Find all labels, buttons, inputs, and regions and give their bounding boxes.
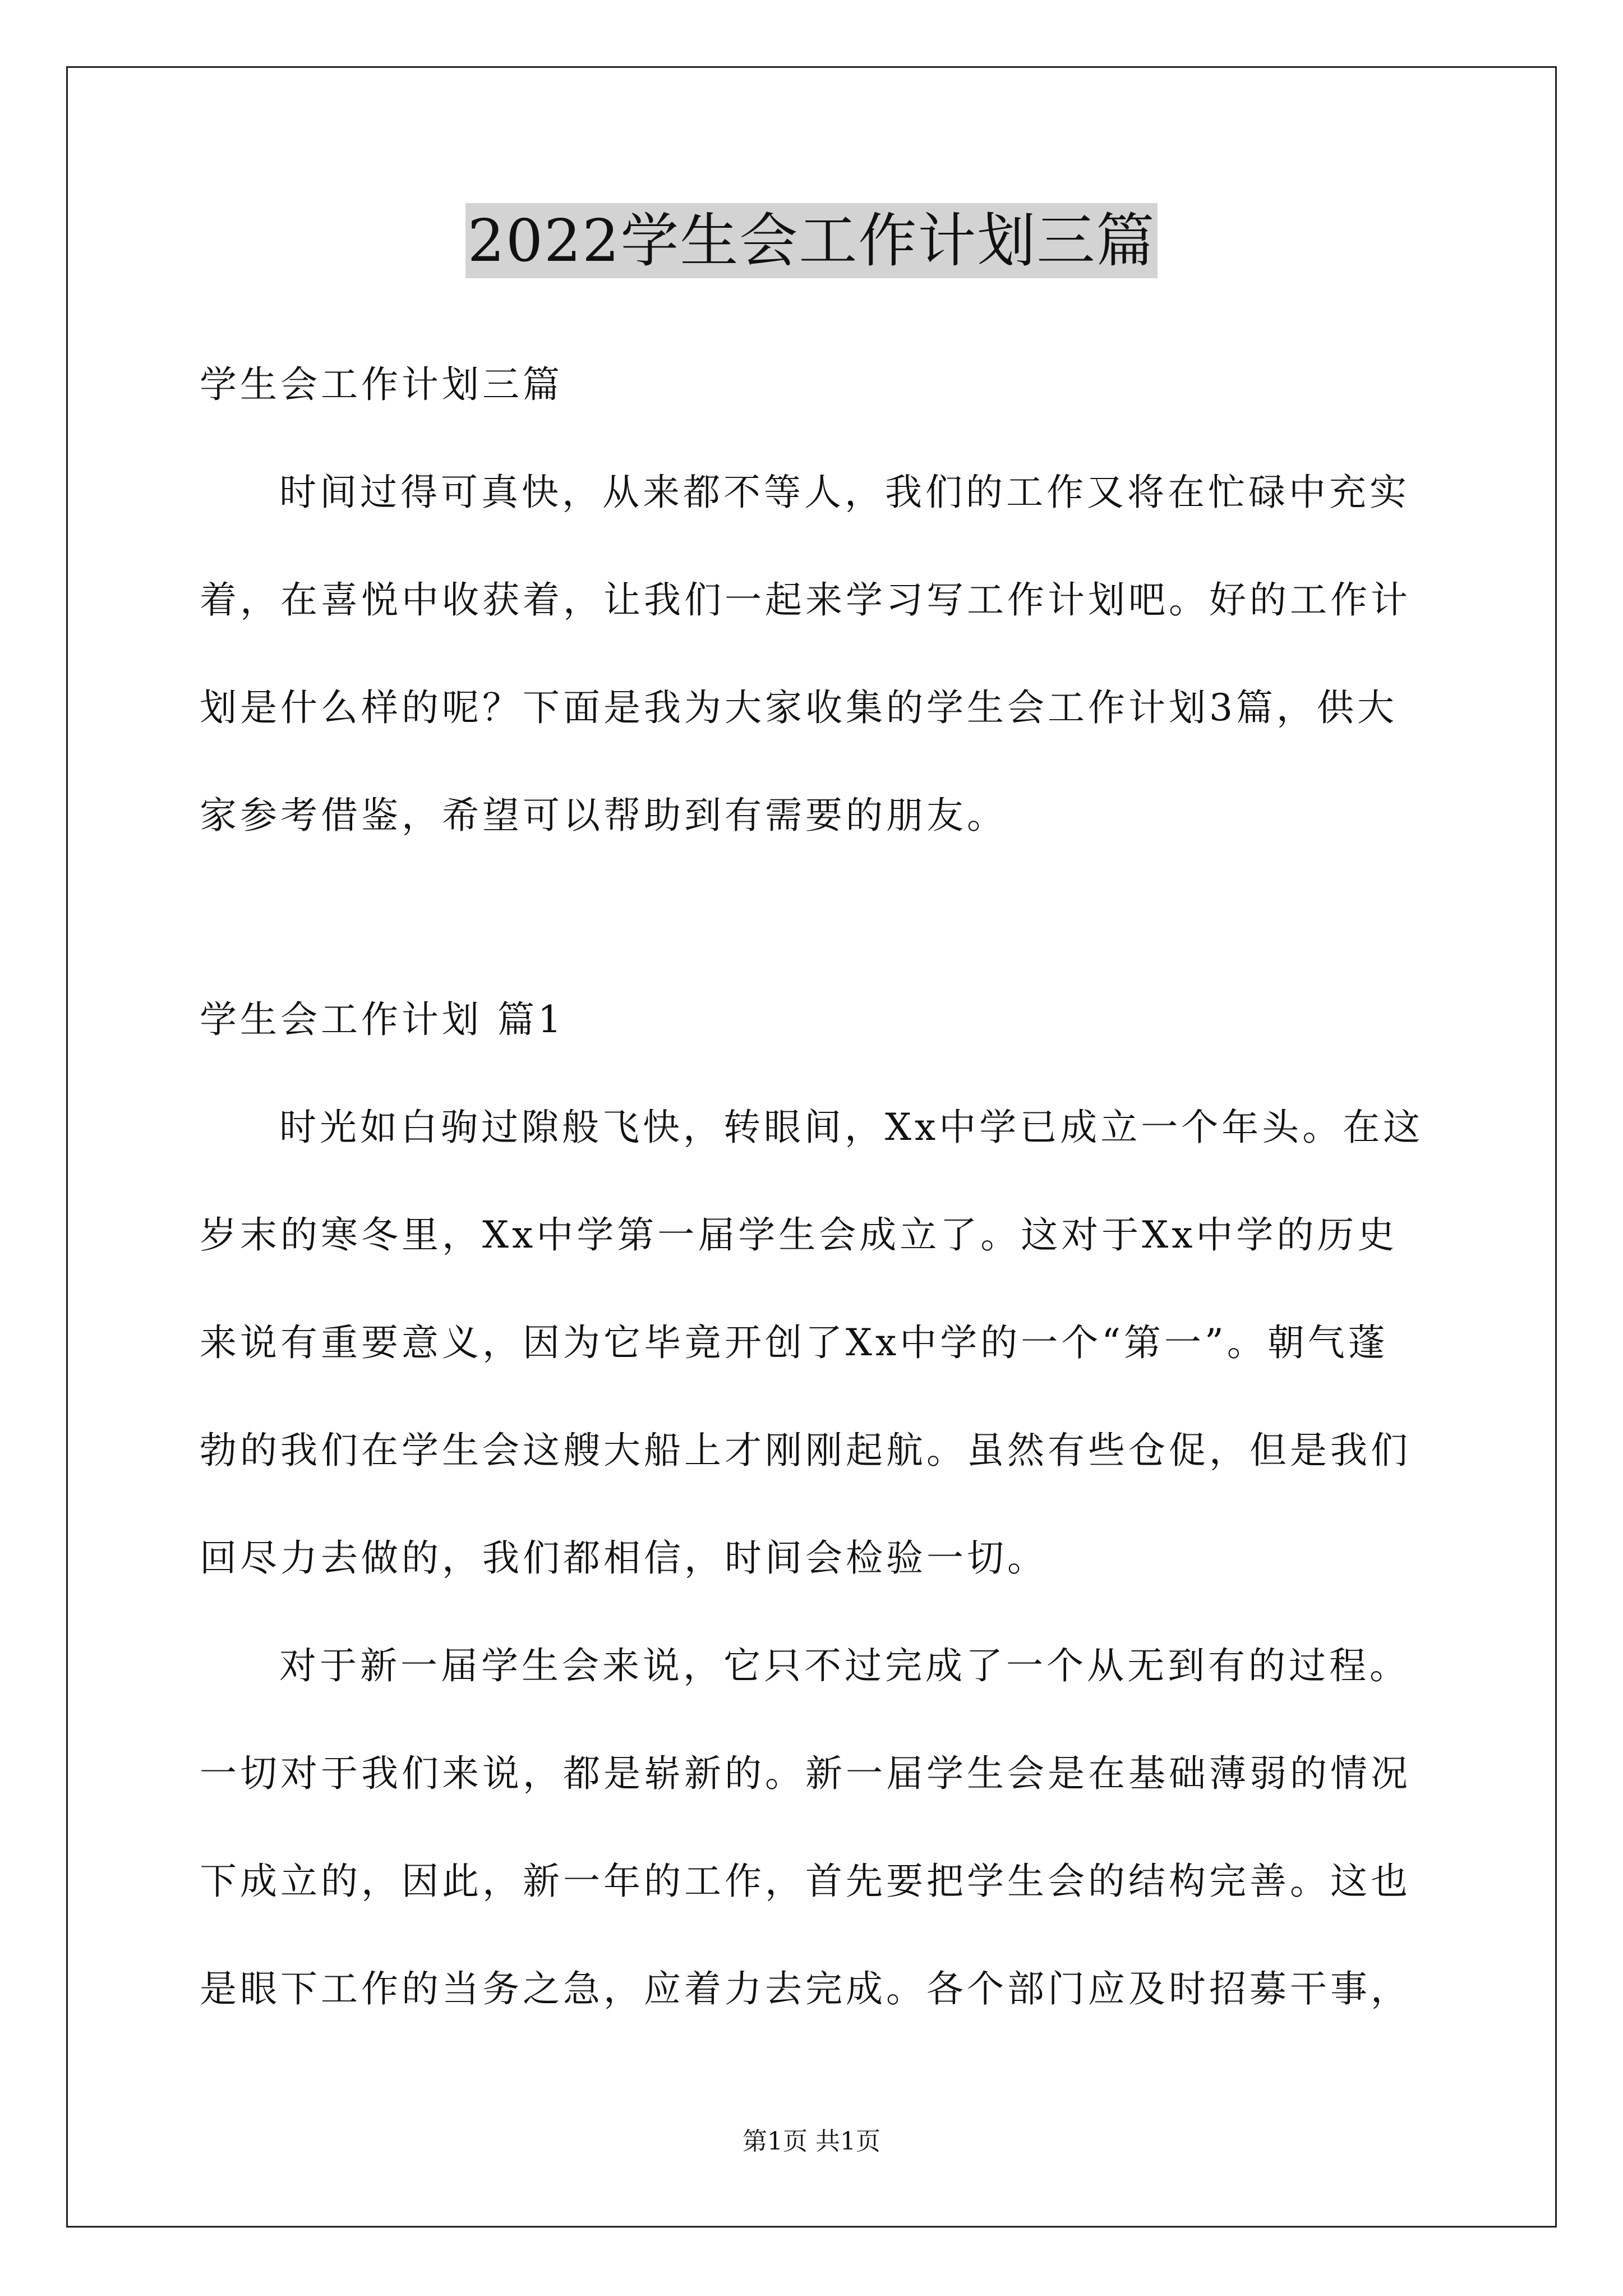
paragraph-line: 一切对于我们来说，都是崭新的。新一届学生会是在基础薄弱的情况 bbox=[200, 1752, 1411, 1795]
document-title: 2022学生会工作计划三篇 bbox=[465, 203, 1158, 278]
paragraph-line: 岁末的寒冬里，Xx中学第一届学生会成立了。这对于Xx中学的历史 bbox=[200, 1213, 1398, 1257]
intro-line: 划是什么样的呢？下面是我为大家收集的学生会工作计划3篇，供大 bbox=[200, 686, 1398, 729]
intro-line: 时间过得可真快，从来都不等人，我们的工作又将在忙碌中充实 bbox=[279, 471, 1410, 514]
document-body bbox=[200, 331, 1429, 2043]
intro-line: 家参考借鉴，希望可以帮助到有需要的朋友。 bbox=[200, 794, 1007, 837]
paragraph-line: 下成立的，因此，新一年的工作，首先要把学生会的结构完善。这也 bbox=[200, 1860, 1411, 1903]
paragraph-line: 对于新一届学生会来说，它只不过完成了一个从无到有的过程。 bbox=[279, 1644, 1410, 1687]
paragraph-line: 勃的我们在学生会这艘大船上才刚刚起航。虽然有些仓促，但是我们 bbox=[200, 1429, 1411, 1472]
page-footer: 第1页 共1页 bbox=[743, 2127, 880, 2156]
paragraph-line: 来说有重要意义，因为它毕竟开创了Xx中学的一个“第一”。朝气蓬 bbox=[200, 1321, 1389, 1364]
paragraph-line: 时光如白驹过隙般飞快，转眼间，Xx中学已成立一个年头。在这 bbox=[279, 1106, 1424, 1149]
subtitle: 学生会工作计划三篇 bbox=[200, 363, 563, 406]
intro-line: 着，在喜悦中收获着，让我们一起来学习写工作计划吧。好的工作计 bbox=[200, 578, 1411, 622]
section-heading: 学生会工作计划 篇1 bbox=[200, 998, 565, 1041]
section-spacer bbox=[200, 869, 1429, 966]
title-container bbox=[0, 203, 1623, 278]
paragraph-line: 回尽力去做的，我们都相信，时间会检验一切。 bbox=[200, 1536, 1048, 1580]
paragraph-line: 是眼下工作的当务之急，应着力去完成。各个部门应及时招募干事， bbox=[200, 1967, 1411, 2010]
